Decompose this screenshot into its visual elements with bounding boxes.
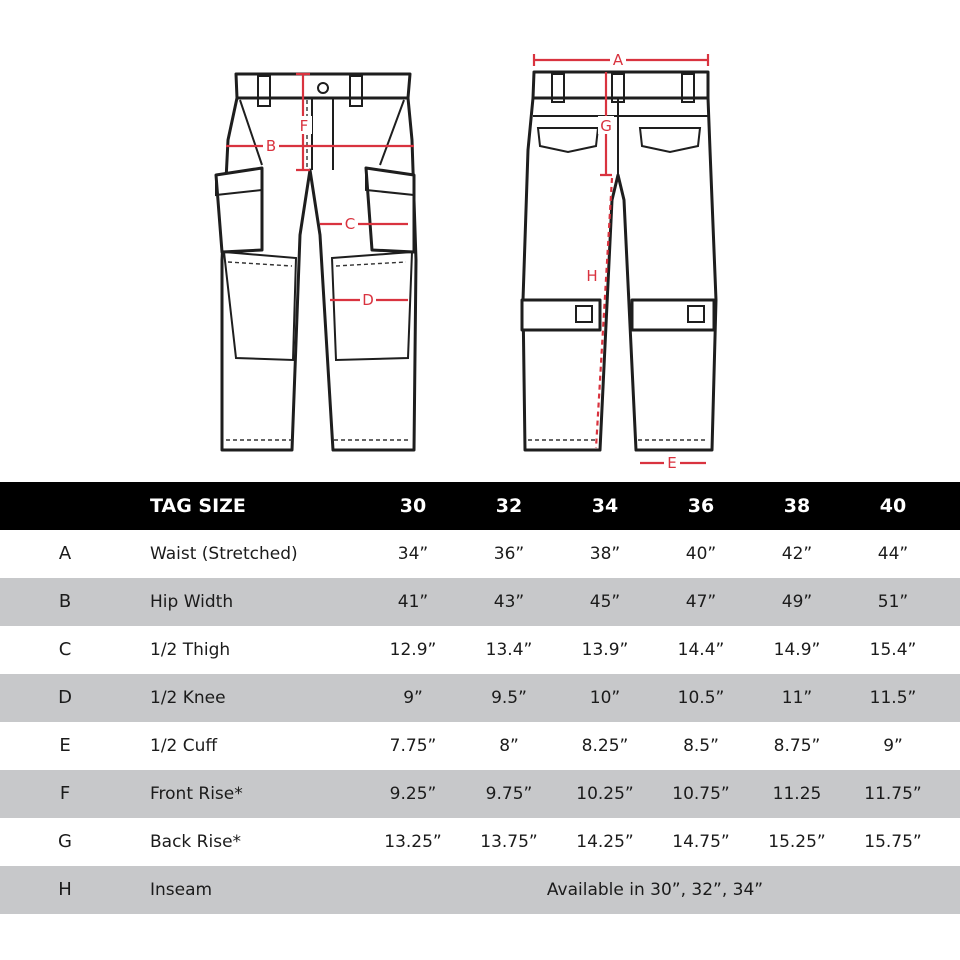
table-cell: 8” [499, 736, 519, 756]
table-cell: 14.25” [576, 832, 634, 852]
table-row [0, 674, 960, 722]
table-cell: 45” [589, 592, 621, 612]
front-rise-letter: F [299, 117, 309, 135]
size-header: 38 [783, 495, 811, 517]
table-cell: 9.5” [491, 688, 527, 708]
table-cell: 40” [685, 544, 717, 564]
table-header-row [0, 482, 960, 530]
table-cell: 41” [397, 592, 429, 612]
row-measurement-name: 1/2 Knee [150, 688, 226, 708]
waist-letter: A [612, 51, 624, 69]
size-header: 30 [399, 495, 427, 517]
back-view-pants [522, 50, 716, 472]
row-measurement-name: Inseam [150, 880, 213, 900]
table-row [0, 626, 960, 674]
table-cell: 12.9” [389, 640, 437, 660]
knee-letter: D [362, 291, 374, 309]
table-cell: 10.75” [672, 784, 730, 804]
table-cell: 13.4” [485, 640, 533, 660]
inseam-letter: H [586, 267, 598, 285]
table-row [0, 770, 960, 818]
row-letter: E [59, 735, 71, 756]
row-measurement-name: 1/2 Thigh [150, 640, 231, 660]
row-letter: D [58, 687, 72, 708]
table-cell: 13.9” [581, 640, 629, 660]
row-letter: G [58, 831, 72, 852]
size-header: 36 [687, 495, 715, 517]
cuff-letter: E [667, 454, 677, 472]
row-measurement-name: Front Rise* [150, 784, 243, 804]
row-letter: A [58, 543, 72, 564]
row-measurement-name: Waist (Stretched) [150, 544, 298, 564]
table-cell: 15.75” [864, 832, 922, 852]
table-cell: 7.75” [389, 736, 437, 756]
table-cell: 11” [781, 688, 813, 708]
table-cell: 43” [493, 592, 525, 612]
row-measurement-name: Hip Width [150, 592, 234, 612]
table-row [0, 866, 960, 914]
table-row [0, 530, 960, 578]
row-letter: H [58, 879, 72, 900]
table-cell: 36” [493, 544, 525, 564]
table-cell: 14.9” [773, 640, 821, 660]
table-cell: 47” [685, 592, 717, 612]
table-cell: 9” [403, 688, 423, 708]
table-cell: 11.75” [864, 784, 922, 804]
size-header: 34 [591, 495, 619, 517]
row-letter: F [59, 783, 71, 804]
table-cell: 9” [883, 736, 903, 756]
tag-size-label: TAG SIZE [150, 495, 246, 517]
back-rise-letter: G [600, 117, 612, 135]
table-cell: 13.75” [480, 832, 538, 852]
table-row [0, 722, 960, 770]
table-row [0, 578, 960, 626]
table-cell: 44” [877, 544, 909, 564]
table-cell: 10” [589, 688, 621, 708]
row-letter: C [58, 639, 72, 660]
table-cell: 8.5” [683, 736, 719, 756]
table-cell: 9.75” [485, 784, 533, 804]
row-measurement-name: Back Rise* [150, 832, 242, 852]
hip-width-letter: B [265, 137, 277, 155]
table-row [0, 818, 960, 866]
table-cell: 15.25” [768, 832, 826, 852]
table-cell: 51” [877, 592, 909, 612]
inseam-availability-text: Available in 30”, 32”, 34” [546, 880, 764, 900]
table-cell: 15.4” [869, 640, 917, 660]
table-cell: 8.25” [581, 736, 629, 756]
table-cell: 34” [397, 544, 429, 564]
table-cell: 8.75” [773, 736, 821, 756]
table-cell: 13.25” [384, 832, 442, 852]
table-cell: 14.4” [677, 640, 725, 660]
row-measurement-name: 1/2 Cuff [150, 736, 218, 756]
row-letter: B [58, 591, 72, 612]
size-header: 40 [879, 495, 907, 517]
table-cell: 10.5” [677, 688, 725, 708]
table-cell: 10.25” [576, 784, 634, 804]
table-cell: 11.5” [869, 688, 917, 708]
front-view-pants [216, 74, 416, 450]
table-cell: 9.25” [389, 784, 437, 804]
table-cell: 42” [781, 544, 813, 564]
table-cell: 11.25 [772, 784, 822, 804]
thigh-letter: C [344, 215, 356, 233]
size-header: 32 [495, 495, 523, 517]
table-cell: 38” [589, 544, 621, 564]
table-cell: 49” [781, 592, 813, 612]
table-cell: 14.75” [672, 832, 730, 852]
